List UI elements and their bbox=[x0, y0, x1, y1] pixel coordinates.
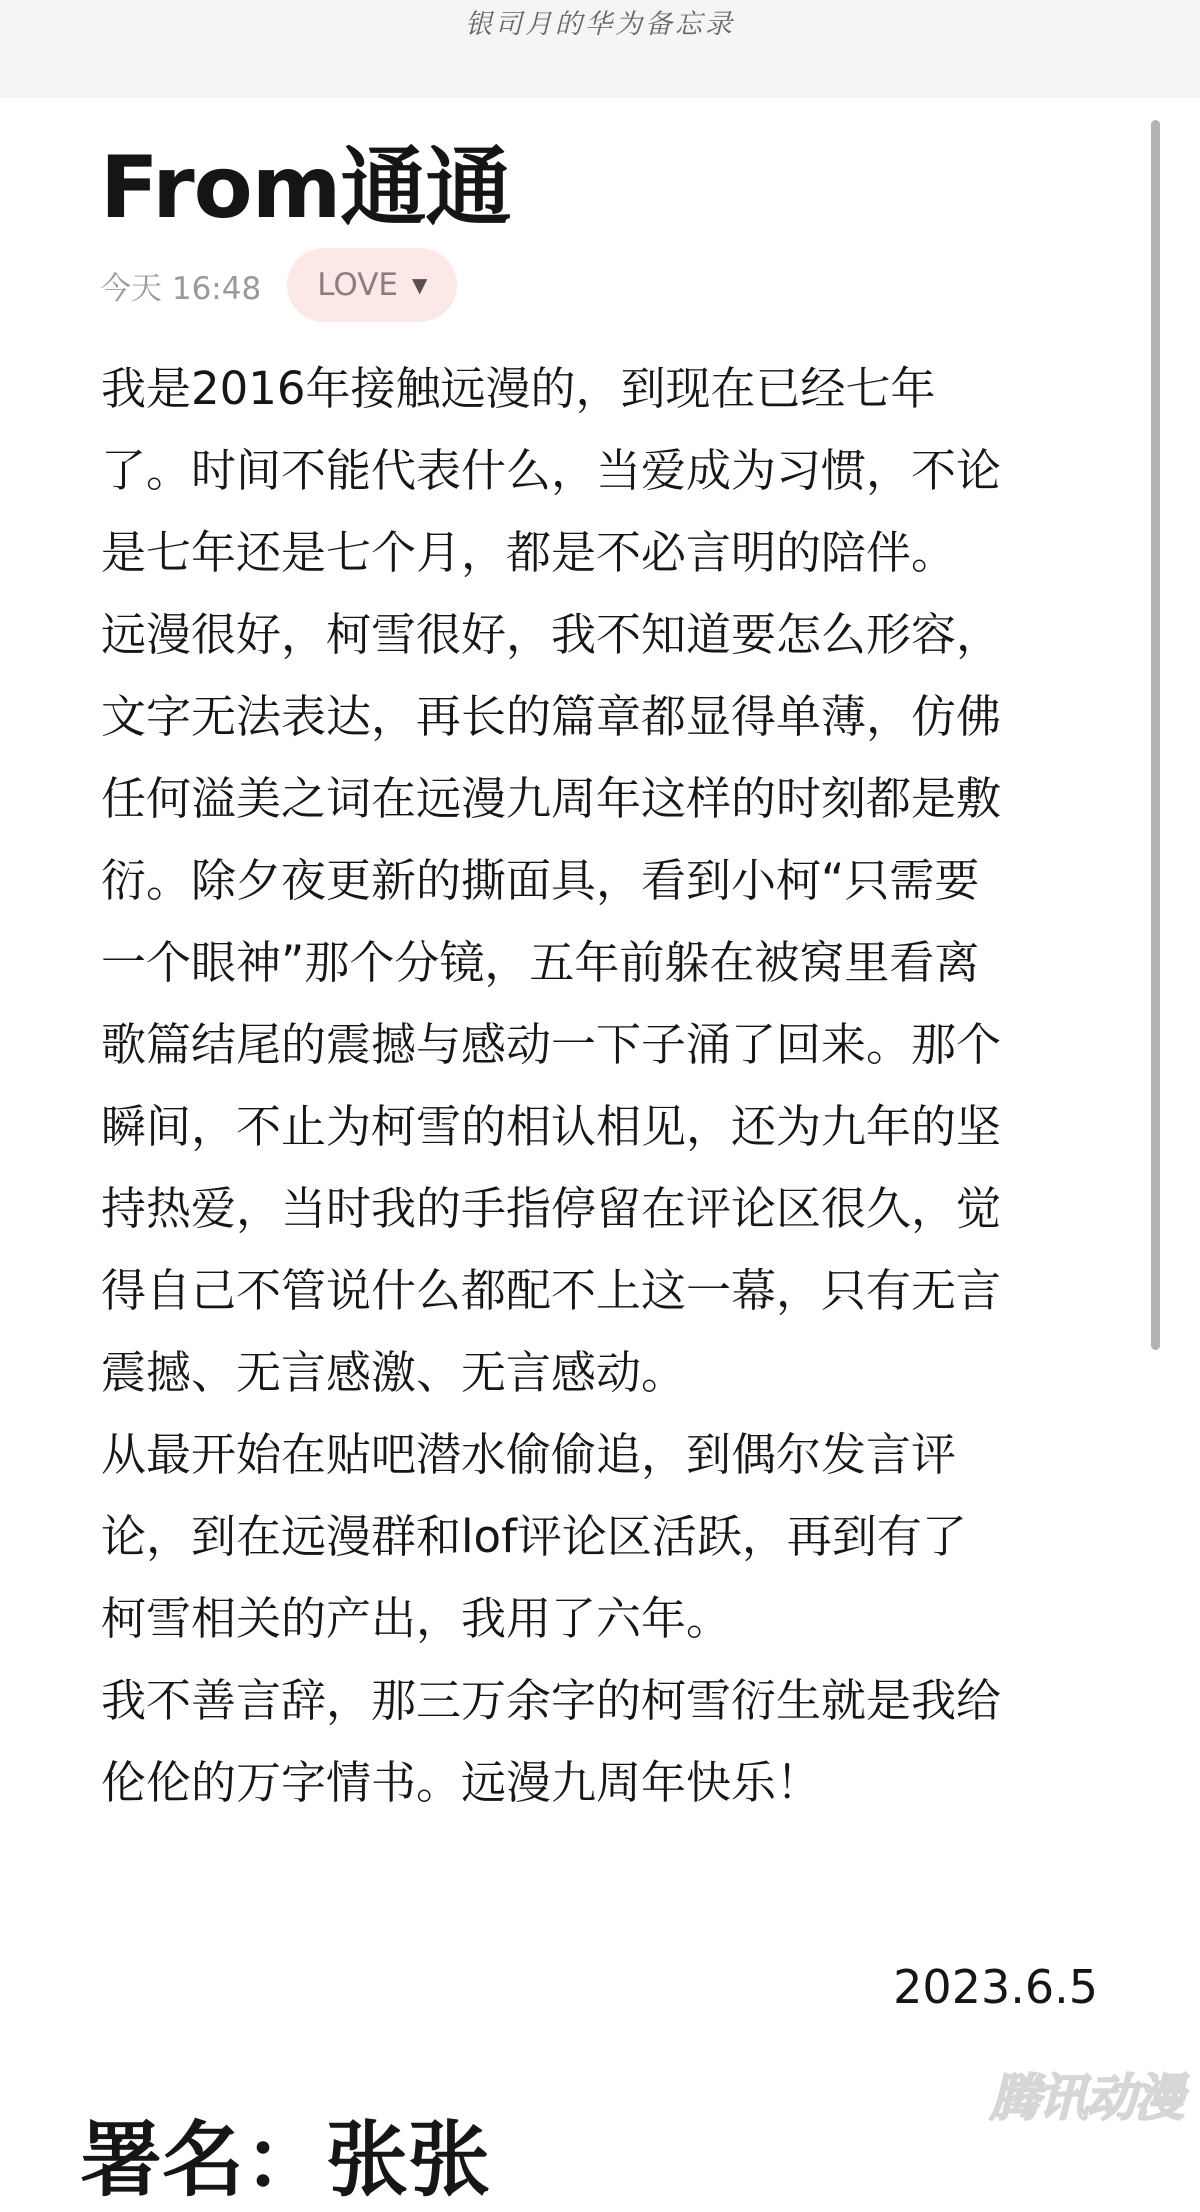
top-bar bbox=[0, 0, 1200, 98]
body-line: 瞬间，不止为柯雪的相认相见，还为九年的坚 bbox=[101, 1100, 1002, 1153]
note-date: 2023.6.5 bbox=[893, 1960, 1098, 2014]
category-label: LOVE bbox=[317, 267, 399, 303]
next-heading: 署名：张张 bbox=[80, 2113, 491, 2208]
body-line: 伦伦的万字情书。远漫九周年快乐！ bbox=[101, 1756, 822, 1809]
body-line: 得自己不管说什么都配不上这一幕，只有无言 bbox=[101, 1264, 1002, 1317]
body-line: 我是2016年接触远漫的，到现在已经七年 bbox=[101, 362, 936, 415]
caret-down-icon: ▼ bbox=[412, 273, 428, 297]
watermark-logo: 腾讯动漫 bbox=[990, 2069, 1182, 2127]
body-line: 一个眼神”那个分镜，五年前躲在被窝里看离 bbox=[101, 936, 980, 989]
body-line: 了。时间不能代表什么，当爱成为习惯，不论 bbox=[101, 444, 1002, 497]
body-line: 歌篇结尾的震撼与感动一下子涌了回来。那个 bbox=[101, 1018, 1002, 1071]
category-dropdown[interactable] bbox=[287, 248, 457, 322]
body-line: 持热爱，当时我的手指停留在评论区很久，觉 bbox=[101, 1182, 1002, 1235]
body-line: 柯雪相关的产出，我用了六年。 bbox=[101, 1592, 732, 1645]
body-line: 震撼、无言感激、无言感动。 bbox=[101, 1346, 687, 1399]
body-line: 从最开始在贴吧潜水偷偷追，到偶尔发言评 bbox=[101, 1428, 957, 1481]
header-title: 银司月的华为备忘录 bbox=[465, 9, 735, 40]
body-line: 是七年还是七个月，都是不必言明的陪伴。 bbox=[101, 526, 957, 579]
note-body[interactable] bbox=[101, 348, 1111, 1824]
note-title[interactable]: From通通 bbox=[100, 138, 511, 238]
scrollbar[interactable] bbox=[1151, 120, 1160, 1350]
body-line: 论，到在远漫群和lof评论区活跃，再到有了 bbox=[101, 1510, 967, 1563]
body-line: 远漫很好，柯雪很好，我不知道要怎么形容， bbox=[101, 608, 1002, 661]
note-meta bbox=[100, 248, 457, 322]
body-line: 文字无法表达，再长的篇章都显得单薄，仿佛 bbox=[101, 690, 1002, 743]
note-timestamp: 今天 16:48 bbox=[100, 270, 262, 307]
body-line: 我不善言辞，那三万余字的柯雪衍生就是我给 bbox=[101, 1674, 1002, 1727]
body-line: 衍。除夕夜更新的撕面具，看到小柯“只需要 bbox=[101, 854, 980, 907]
body-line: 任何溢美之词在远漫九周年这样的时刻都是敷 bbox=[101, 772, 1002, 825]
